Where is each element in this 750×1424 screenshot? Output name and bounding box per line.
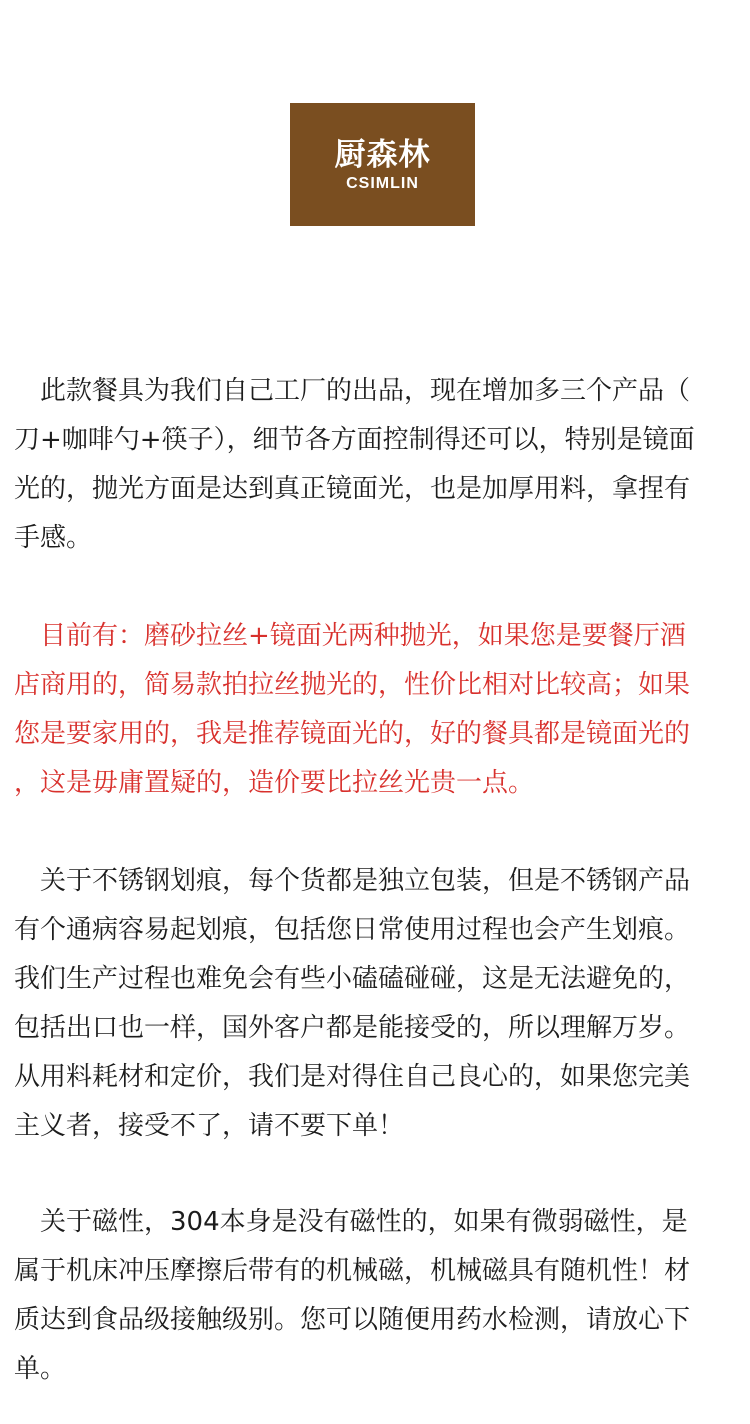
- paragraph-line: 您是要家用的，我是推荐镜面光的，好的餐具都是镜面光的: [14, 719, 691, 749]
- polish-options-paragraph: [14, 612, 736, 808]
- paragraph-line: 店商用的，简易款拍拉丝抛光的，性价比相对比较高；如果: [14, 670, 691, 700]
- paragraph-line: 光的，抛光方面是达到真正镜面光，也是加厚用料，拿捏有: [14, 474, 691, 504]
- paragraph-line: 从用料耗材和定价，我们是对得住自己良心的，如果您完美: [14, 1062, 691, 1092]
- logo-name-chinese: 厨森林: [334, 136, 431, 173]
- paragraph-line: 属于机床冲压摩擦后带有的机械磁，机械磁具有随机性！材: [14, 1256, 691, 1286]
- magnetism-notice-paragraph: [14, 1198, 736, 1394]
- paragraph-line: 有个通病容易起划痕，包括您日常使用过程也会产生划痕。: [14, 915, 691, 945]
- paragraph-line: 我们生产过程也难免会有些小磕磕碰碰，这是无法避免的，: [14, 964, 691, 994]
- paragraph-line: 单。: [14, 1354, 67, 1384]
- paragraph-line: 刀+咖啡勺+筷子），细节各方面控制得还可以，特别是镜面: [14, 425, 695, 455]
- paragraph-line: 目前有：磨砂拉丝+镜面光两种抛光，如果您是要餐厅酒: [14, 621, 686, 651]
- paragraph-line: 手感。: [14, 523, 93, 553]
- logo-name-english: CSIMLIN: [346, 174, 419, 192]
- paragraph-line: 此款餐具为我们自己工厂的出品，现在增加多三个产品（: [14, 376, 691, 406]
- paragraph-line: 质达到食品级接触级别。您可以随便用药水检测，请放心下: [14, 1305, 691, 1335]
- paragraph-line: ，这是毋庸置疑的，造价要比拉丝光贵一点。: [14, 768, 535, 798]
- paragraph-line: 主义者，接受不了，请不要下单！: [14, 1111, 405, 1141]
- paragraph-line: 关于不锈钢划痕，每个货都是独立包装，但是不锈钢产品: [14, 866, 691, 896]
- paragraph-line: 关于磁性，304本身是没有磁性的，如果有微弱磁性，是: [14, 1207, 688, 1237]
- brand-logo: [290, 103, 475, 226]
- intro-paragraph: [14, 367, 736, 563]
- paragraph-line: 包括出口也一样，国外客户都是能接受的，所以理解万岁。: [14, 1013, 691, 1043]
- scratch-notice-paragraph: [14, 857, 736, 1151]
